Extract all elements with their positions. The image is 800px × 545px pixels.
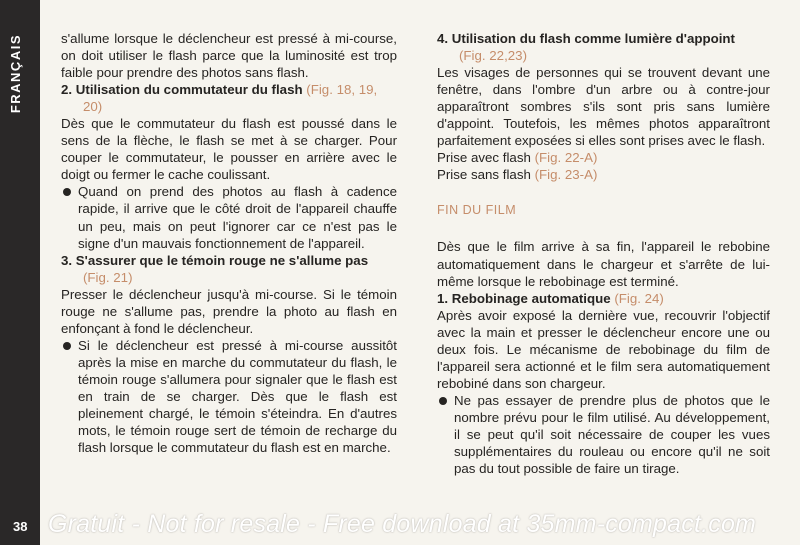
- rewind-bullet-text: Ne pas essayer de prendre plus de photos que le nombre prévu pour le film utilisé. Au développement, il se peut qu'il soit nécessaire de couper les vues supplémentaires du rouleau ou encore qu'il ne soit pas du tout possible de faire un tirage.: [454, 392, 770, 477]
- rewind-fig-ref: (Fig. 24): [614, 290, 664, 306]
- section-3-body: Presser le déclencheur jusqu'à mi-course. Si le témoin rouge ne s'allume pas, prendre la photo au flash en enfonçant à fond le déclencheur.: [61, 286, 397, 336]
- section-3-fig-ref: (Fig. 21): [83, 269, 133, 285]
- without-flash-fig-ref: (Fig. 23-A): [534, 167, 598, 183]
- rewind-bullet: [437, 392, 770, 477]
- end-of-film-body: Dès que le film arrive à sa fin, l'appareil le rebobine automatiquement dans le chargeur et s'arrête de lui-même lorsque le rebobinage est terminé.: [437, 239, 770, 289]
- section-2-heading: [61, 81, 397, 115]
- section-3-heading: [61, 252, 397, 286]
- end-of-film-title: FIN DU FILM: [437, 203, 517, 218]
- rewind-heading: [437, 290, 770, 307]
- section-2-title: 2. Utilisation du commutateur du flash: [61, 82, 303, 98]
- section-2-body: Dès que le commutateur du flash est poussé dans le sens de la flèche, le flash se met à se charger. Pour couper le commutateur, le pousser en arrière avec le doigt ou fermer le cache coulissant.: [61, 116, 397, 183]
- section-4-fig-ref: (Fig. 22,23): [459, 48, 527, 64]
- section-2-fig-ref: (Fig. 18, 19,: [306, 82, 378, 98]
- without-flash-line: [437, 166, 770, 183]
- language-label: FRANÇAIS: [8, 34, 23, 114]
- watermark: Gratuit - Not for resale - Free download at 35mm-compact.com: [48, 510, 757, 538]
- with-flash-fig-ref: (Fig. 22-A): [534, 150, 598, 166]
- bullet-icon: [63, 342, 71, 350]
- language-tab: [0, 0, 40, 545]
- page-number: 38: [13, 519, 28, 534]
- rewind-body: Après avoir exposé la dernière vue, recouvrir l'objectif avec la main et presser le déclencheur encore une ou deux fois. Le mécanisme de rebobinage du film de l'appareil sera actionné et le film sera automatiquement rebobiné dans son chargeur.: [437, 307, 770, 391]
- section-3-bullet: [61, 337, 397, 456]
- section-3-bullet-text: Si le déclencheur est pressé à mi-course aussitôt après la mise en marche du commutateur du flash, le témoin rouge s'allumera pour signaler que le flash est en train de se charger. Dès que le flash est pleinement chargé, le témoin s'éteindra. En d'autres mots, le témoin rouge sert de témoin de recharge du flash lorsque le commutateur du flash est en marche.: [78, 337, 397, 456]
- section-3-title: 3. S'assurer que le témoin rouge ne s'allume pas: [61, 252, 369, 268]
- section-2-bullet: [61, 183, 397, 251]
- right-column: [437, 30, 770, 477]
- section-4-body: Les visages de personnes qui se trouvent devant une fenêtre, dans l'ombre d'un arbre ou à contre-jour apparaîtront sombres s'ils sont pris sans lumière d'appoint. Toutefois, les mêmes photos apparaîtront parfaitement exposées si elles sont prises avec le flash.: [437, 65, 770, 149]
- rewind-title: 1. Rebobinage automatique: [437, 290, 611, 306]
- with-flash-line: [437, 149, 770, 166]
- section-2-bullet-text: Quand on prend des photos au flash à cadence rapide, il arrive que le côté droit de l'appareil chauffe un peu, mais on peut l'ignorer car ce n'est pas le signe d'un mauvais fonctionnement de l'appareil.: [78, 184, 397, 251]
- intro-paragraph: s'allume lorsque le déclencheur est pressé à mi-course, on doit utiliser le flash parce que la luminosité est trop faible pour prendre des photos sans flash.: [61, 31, 397, 81]
- section-2-fig-ref-cont: 20): [83, 99, 103, 115]
- bullet-icon: [63, 188, 71, 196]
- without-flash-label: Prise sans flash: [437, 167, 531, 183]
- with-flash-label: Prise avec flash: [437, 150, 531, 166]
- section-4-title: 4. Utilisation du flash comme lumière d'appoint: [437, 31, 735, 46]
- section-4-heading: [437, 30, 770, 64]
- bullet-icon: [439, 397, 447, 405]
- left-column: [61, 30, 397, 456]
